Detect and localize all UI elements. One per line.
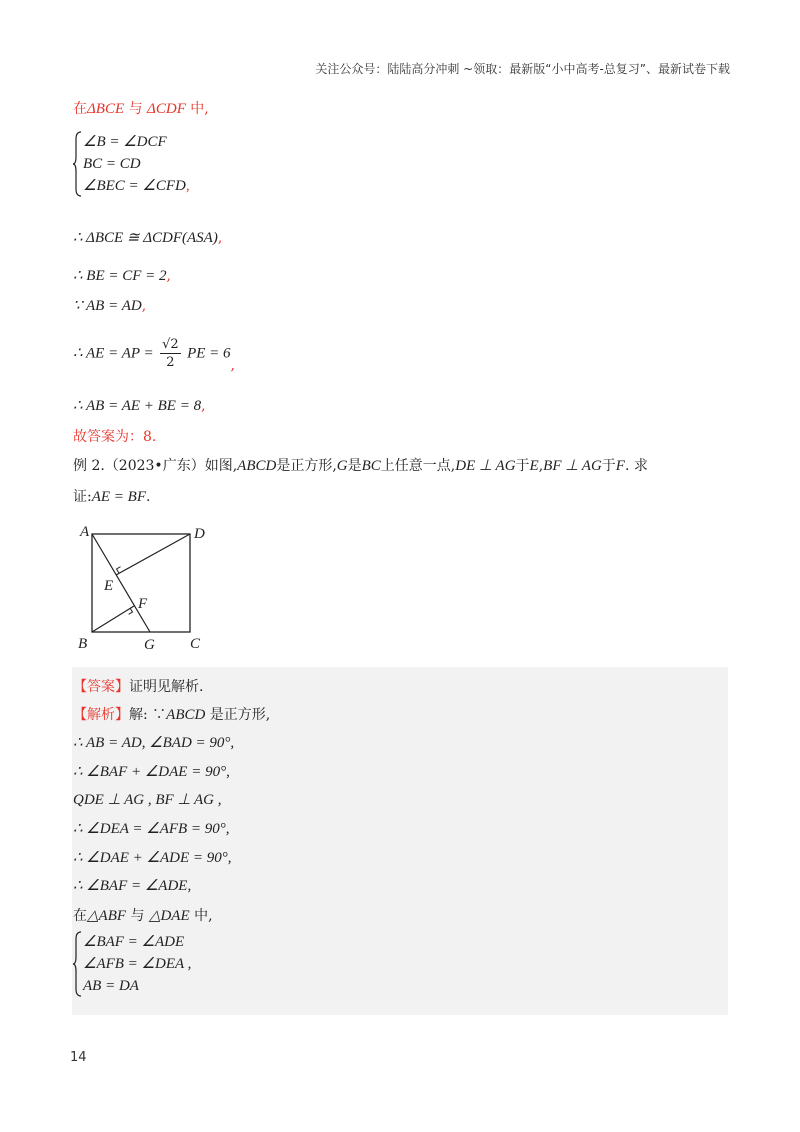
step-3: QDE ⊥ AG , BF ⊥ AG , bbox=[73, 792, 222, 808]
math-abcd: ABCD bbox=[166, 707, 206, 723]
math-f: F bbox=[615, 458, 625, 474]
segment-de bbox=[116, 534, 190, 575]
system-row: BC = CD bbox=[83, 156, 141, 172]
ab-ad-statement: ∵ AB = AD bbox=[73, 298, 142, 314]
ae-lhs: ∴ AE = AP = bbox=[73, 345, 154, 362]
intro-mid: 与 bbox=[124, 101, 148, 117]
system-row: AB = DA bbox=[83, 978, 139, 994]
system-row: ∠BEC = ∠CFD, bbox=[83, 178, 190, 194]
label-f: F bbox=[138, 596, 148, 612]
intro-line bbox=[73, 98, 209, 118]
answer-tag: 【答案】 bbox=[73, 679, 129, 695]
left-brace-icon bbox=[73, 131, 83, 197]
example2-line2: 证:AE = BF. bbox=[73, 489, 151, 505]
math-abcd: ABCD bbox=[237, 458, 277, 474]
in-triangles-line: 在△ABF 与 △DAE 中, bbox=[73, 908, 213, 924]
step-1: ∴ AB = AD, ∠BAD = 90°, bbox=[73, 735, 235, 751]
example-label: 例 2.（2023•广东）如图, bbox=[73, 458, 238, 474]
comma: , bbox=[230, 357, 235, 374]
ae-rhs: PE = 6 bbox=[187, 345, 231, 362]
intro-prefix: 在 bbox=[73, 101, 87, 117]
ab-sum-statement: ∴ AB = AE + BE = 8 bbox=[73, 398, 202, 414]
math-bf-perp-ag: BF ⊥ AG bbox=[543, 458, 602, 474]
step-6: ∴ ∠BAF = ∠ADE, bbox=[73, 878, 192, 894]
math-bc: BC bbox=[361, 458, 381, 474]
congruence-statement: ∴ ΔBCE ≅ ΔCDF(ASA) bbox=[73, 230, 218, 246]
be-cf-line bbox=[73, 266, 171, 285]
comma: , bbox=[141, 298, 147, 314]
sqrt2-over-2-fraction: $\frac{√2}{2}$ bbox=[162, 337, 179, 370]
right-angle-mark-e bbox=[117, 567, 121, 573]
intro-suffix: 中, bbox=[185, 101, 209, 117]
step-2: ∴ ∠BAF + ∠DAE = 90°, bbox=[73, 764, 230, 780]
ab-ad-line bbox=[73, 296, 146, 315]
label-a: A bbox=[80, 524, 90, 540]
step-5: ∴ ∠DAE + ∠ADE = 90°, bbox=[73, 850, 232, 866]
analysis-tag: 【解析】 bbox=[73, 707, 129, 723]
congruence-line bbox=[73, 228, 222, 247]
label-d: D bbox=[194, 526, 205, 542]
analysis-line: 【解析】解: ∵ABCD 是正方形, bbox=[73, 707, 271, 723]
be-cf-statement: ∴ BE = CF = 2 bbox=[73, 268, 167, 284]
ae-line bbox=[73, 338, 235, 374]
answer-line bbox=[73, 676, 203, 696]
math-de-perp-ag: DE ⊥ AG bbox=[455, 458, 516, 474]
system-row: ∠AFB = ∠DEA , bbox=[83, 956, 192, 972]
page-number: 14 bbox=[70, 1050, 87, 1065]
final-answer: 故答案为：8. bbox=[73, 429, 157, 445]
label-e: E bbox=[104, 578, 114, 594]
triangle-bce: ΔBCE bbox=[87, 101, 125, 117]
label-b: B bbox=[78, 636, 88, 652]
label-g: G bbox=[144, 637, 155, 653]
page-header: 关注公众号：陆陆高分冲刺 ~领取：最新版“小中高考-总复习”、最新试卷下载 bbox=[315, 62, 730, 76]
step-4: ∴ ∠DEA = ∠AFB = 90°, bbox=[73, 821, 230, 837]
segment-ag bbox=[92, 534, 150, 632]
comma: , bbox=[166, 268, 171, 284]
left-brace-icon bbox=[73, 931, 83, 997]
math-e: E bbox=[529, 458, 539, 474]
segment-bf bbox=[92, 606, 134, 632]
label-c: C bbox=[190, 636, 201, 652]
system-row: ∠BAF = ∠ADE bbox=[83, 934, 185, 950]
system-row: ∠B = ∠DCF bbox=[83, 134, 167, 150]
math-g: G bbox=[336, 458, 348, 474]
triangle-dae: △DAE bbox=[148, 908, 190, 924]
comma: , bbox=[217, 230, 223, 246]
triangle-abf: △ABF bbox=[87, 908, 127, 924]
comma: , bbox=[201, 398, 206, 414]
goal-statement: AE = BF bbox=[91, 489, 146, 505]
triangle-cdf: ΔCDF bbox=[147, 101, 186, 117]
system-tail: , bbox=[185, 178, 190, 194]
geometry-figure bbox=[72, 520, 222, 655]
ab-sum-line bbox=[73, 396, 206, 415]
example2-line1: 例 2.（2023•广东）如图,ABCD是正方形,G是BC上任意一点,DE ⊥ AG于E,BF ⊥ AG于F. 求 bbox=[73, 458, 648, 474]
answer-text: 证明见解析. bbox=[129, 679, 204, 695]
